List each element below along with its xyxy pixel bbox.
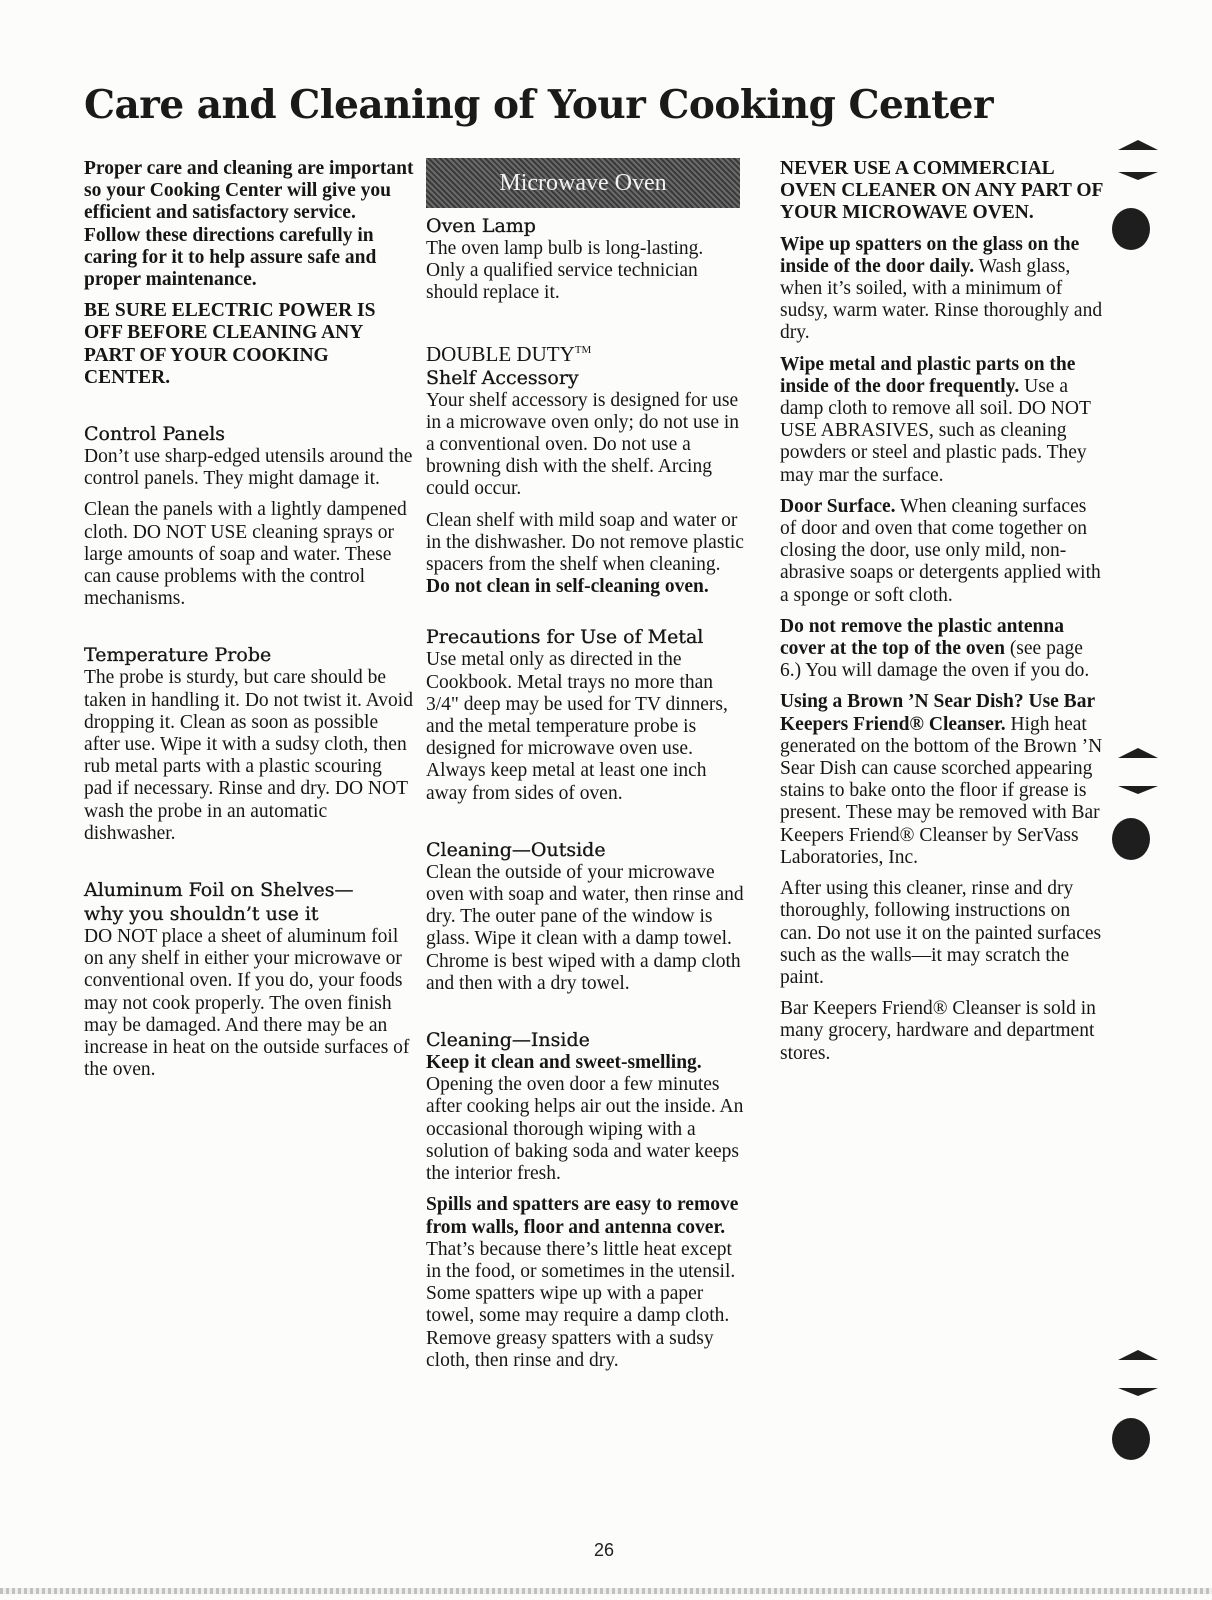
glass-bold: Wipe up spatters on the glass on the inside of the door daily. — [780, 233, 1080, 277]
binder-hole-icon — [1112, 208, 1150, 250]
binder-mark-icon — [1118, 140, 1158, 150]
cleaning-inside-p1-text: Opening the oven door a few minutes after cooking helps air out the inside. An occasional thorough wiping with a solution of baking soda and water keeps the interior fresh. — [426, 1074, 744, 1185]
metal-plastic-bold: Wipe metal and plastic parts on the inside of the door frequently. — [780, 353, 1076, 397]
control-panels-p1: Don’t use sharp-edged utensils around the control panels. They might damage it. — [84, 446, 413, 490]
column-right — [780, 158, 1105, 1074]
oven-lamp-p1: The oven lamp bulb is long-lasting. Only a qualified service technician should replace it. — [426, 238, 704, 304]
cleaning-inside-p2-text: That’s because there’s little heat except in the food, or sometimes in the utensil. Some spatters wipe up with a paper towel, some may require a damp cloth. Remove greasy spatters with a sudsy cloth, then rinse and dry. — [426, 1238, 736, 1371]
commercial-cleaner-warning: NEVER USE A COMMERCIAL OVEN CLEANER ON ANY PART OF YOUR MICROWAVE OVEN. — [780, 158, 1103, 224]
aluminum-foil-p1: DO NOT place a sheet of aluminum foil on any shelf in either your microwave or conventional oven. If you do, your foods may not cook properly. The oven finish may be damaged. And there may be an increase in heat on the outside surfaces of the oven. — [84, 926, 410, 1081]
cleaning-outside-p1: Clean the outside of your microwave oven with soap and water, then rinse and dry. The outer pane of the window is glass. Wipe it clean with a damp towel. Chrome is best wiped with a damp cloth and then with a dry towel. — [426, 861, 744, 994]
binder-mark-icon — [1118, 1350, 1158, 1360]
brown-sear-text: High heat generated on the bottom of the Brown ’N Sear Dish can cause scorched appearing stains to bake onto the floor if grease is present. These may be removed with Bar Keepers Friend® Cleanser by SerVass Laboratories, Inc. — [780, 713, 1103, 868]
cleaning-inside-heading: Cleaning—Inside — [426, 1029, 590, 1052]
cleaning-inside-p1 — [426, 1052, 746, 1185]
page-title: Care and Cleaning of Your Cooking Center — [84, 82, 994, 128]
cleanser-sold-paragraph: Bar Keepers Friend® Cleanser is sold in many grocery, hardware and department stores. — [780, 998, 1096, 1064]
microwave-oven-banner: Microwave Oven — [426, 158, 740, 208]
metal-plastic-text: Use a damp cloth to remove all soil. DO NOT USE ABRASIVES, such as cleaning powders or steel and plastic pads. They may mar the surface. — [780, 375, 1091, 486]
metal-p1: Use metal only as directed in the Cookbook. Metal trays no more than 3/4" deep may be used for TV dinners, and the metal temperature probe is designed for microwave oven use. Always keep metal at least one inch away from sides of oven. — [426, 649, 728, 804]
binder-mark-icon — [1118, 786, 1158, 794]
antenna-paragraph — [780, 616, 1105, 683]
after-cleaner-paragraph: After using this cleaner, rinse and dry thoroughly, following instructions on can. Do not use it on the painted surfaces such as the walls—it may scratch the paint. — [780, 878, 1102, 988]
metal-heading: Precautions for Use of Metal — [426, 626, 704, 649]
binder-hole-icon — [1112, 818, 1150, 860]
double-duty-p2-text: Clean shelf with mild soap and water or in the dishwasher. Do not remove plastic spacers from the shelf when cleaning. — [426, 509, 744, 576]
door-surface-bold: Door Surface. — [780, 495, 896, 517]
temperature-probe-p1: The probe is sturdy, but care should be taken in handling it. Do not twist it. Avoid dropping it. Clean as soon as possible after use. Wipe it with a sudsy cloth, then rub metal parts with a plastic scouring pad if necessary. Rinse and dry. DO NOT wash the probe in an automatic dishwasher. — [84, 667, 413, 844]
aluminum-foil-heading-line1: Aluminum Foil on Shelves— — [84, 879, 354, 902]
aluminum-foil-heading-line2: why you shouldn’t use it — [84, 903, 319, 926]
cleaning-inside-p2 — [426, 1194, 746, 1372]
double-duty-title: DOUBLE DUTY — [426, 341, 575, 366]
control-panels-p2: Clean the panels with a lightly dampened cloth. DO NOT USE cleaning sprays or large amounts of soap and water. These can cause problems with the control mechanisms. — [84, 499, 407, 610]
control-panels-heading: Control Panels — [84, 423, 226, 446]
temperature-probe-heading: Temperature Probe — [84, 644, 272, 667]
double-duty-heading — [426, 338, 746, 366]
trademark-mark: TM — [574, 343, 592, 356]
double-duty-p1: Your shelf accessory is designed for use in a microwave oven only; do not use in a conventional oven. Do not use a browning dish with the shelf. Arcing could occur. — [426, 389, 740, 500]
binder-mark-icon — [1118, 1388, 1158, 1396]
scan-edge-line — [0, 1588, 1212, 1594]
shelf-accessory-heading: Shelf Accessory — [426, 366, 579, 389]
binder-hole-icon — [1112, 1418, 1150, 1460]
brown-sear-bold: Using a Brown ’N Sear Dish? Use Bar Keepers Friend® Cleanser. — [780, 691, 1095, 735]
binder-mark-icon — [1118, 748, 1158, 758]
door-surface-paragraph — [780, 496, 1105, 607]
brown-sear-paragraph — [780, 691, 1105, 869]
cleaning-inside-p1-bold: Keep it clean and sweet-smelling. — [426, 1052, 702, 1074]
power-warning: BE SURE ELECTRIC POWER IS OFF BEFORE CLEANING ANY PART OF YOUR COOKING CENTER. — [84, 300, 376, 388]
antenna-bold: Do not remove the plastic antenna cover at the top of the oven — [780, 615, 1064, 660]
page-number: 26 — [594, 1540, 615, 1560]
glass-text: Wash glass, when it’s soiled, with a minimum of sudsy, warm water. Rinse thoroughly and dry. — [780, 255, 1103, 344]
column-left — [84, 158, 414, 1091]
antenna-text: (see page 6.) You will damage the oven if you do. — [780, 638, 1090, 682]
oven-lamp-heading: Oven Lamp — [426, 215, 536, 237]
glass-paragraph — [780, 234, 1105, 345]
binder-mark-icon — [1118, 172, 1158, 180]
metal-plastic-paragraph — [780, 354, 1105, 487]
intro-text: Proper care and cleaning are important so your Cooking Center will give you efficient and satisfactory service. Follow these directions carefully in caring for it to help assure safe and proper maintenance. — [84, 158, 414, 291]
column-middle — [426, 158, 746, 1381]
double-duty-p2 — [426, 510, 746, 599]
double-duty-p2-bold: Do not clean in self-cleaning oven. — [426, 576, 709, 598]
cleaning-outside-heading: Cleaning—Outside — [426, 838, 606, 861]
door-surface-text: When cleaning surfaces of door and oven that come together on closing the door, use only mild, non-abrasive soaps or detergents applied with a sponge or soft cloth. — [780, 495, 1101, 606]
cleaning-inside-p2-bold: Spills and spatters are easy to remove from walls, floor and antenna cover. — [426, 1194, 739, 1238]
